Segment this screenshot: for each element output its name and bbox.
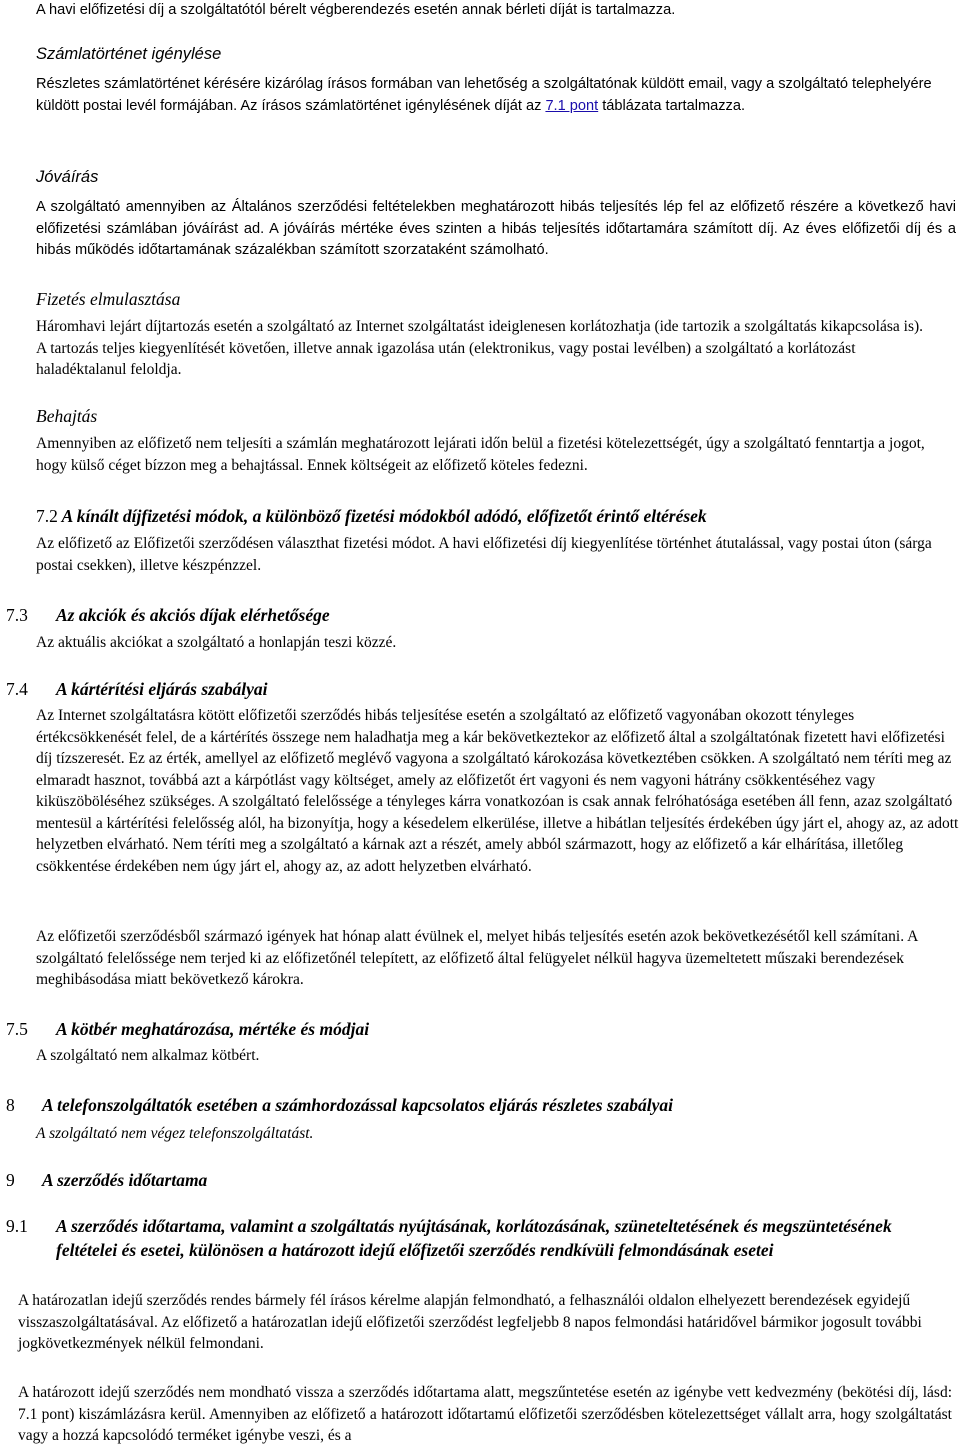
s7-5-paragraph: A szolgáltató nem alkalmaz kötbért.	[36, 1047, 260, 1064]
link-7-1-pont[interactable]: 7.1 pont	[545, 97, 599, 114]
s7-3-paragraph: Az aktuális akciókat a szolgáltató a honlapján teszi közzé.	[36, 634, 397, 651]
section-heading-fizetes-elmulasztasa: Fizetés elmulasztása	[36, 289, 181, 309]
section-heading-behajtas: Behajtás	[36, 406, 98, 426]
section-title: A szerződés időtartama	[42, 1170, 208, 1190]
section-number: 8	[6, 1095, 15, 1115]
section-number: 7.5	[6, 1019, 28, 1039]
section-heading-jovairas: Jóváírás	[36, 168, 99, 186]
section-number: 7.3	[6, 605, 28, 625]
section-heading-9	[6, 1168, 207, 1192]
section-title: A telefonszolgáltatók esetében a számhordozással kapcsolatos eljárás részletes szabályai	[42, 1095, 673, 1115]
section-number: 9.1	[6, 1216, 28, 1236]
section-heading-szamlatortenet: Számlatörténet igénylése	[36, 45, 222, 63]
section-title: Az akciók és akciós díjak elérhetősége	[56, 605, 330, 625]
section-heading-7-4	[6, 677, 267, 701]
section-title: A kötbér meghatározása, mértéke és módjai	[56, 1019, 370, 1039]
section-title: A kártérítési eljárás szabályai	[56, 679, 268, 699]
behajtas-paragraph: Amennyiben az előfizető nem teljesíti a számlán meghatározott lejárati időn belül a fizetési kötelezettségét, úgy a szolgáltató fenntartja a jogot, hogy külső céget bízzon meg a behajtással. Ennek költségeit az előfizető köteles fedezni.	[36, 435, 925, 474]
section-heading-7-2	[36, 504, 707, 528]
szamlatortenet-paragraph: Részletes számlatörténet kérésére kizárólag írásos formában van lehetőség a szolgáltatónak küldött email, vagy a szolgáltató telephelyére küldött postai levél formájában. Az írásos számlatörténet igénylésének díját az 7.1 pont táblázata tartalmazza.	[36, 76, 932, 114]
section-number: 7.2	[36, 506, 58, 526]
section-number: 7.4	[6, 679, 28, 699]
s7-4-paragraph-1: Az Internet szolgáltatásra kötött előfizetői szerződés hibás teljesítése esetén a szolgáltató az előfizető vagyonában okozott tényleges értékcsökkenését felel, de a kártérítés összege nem haladhatja meg a kár bekövetkeztekor az előfizető által a szolgáltatónak fizetett havi előfizetési díj tízszeresét. Ez az érték, amellyel az előfizető meglévő vagyona a szolgáltató károkozása következtében csökken. A szolgáltató nem téríti meg az elmaradt hasznot, továbbá azt a kárpótlást vagy költséget, amely az előfizetőt ért vagyoni és nem vagyoni hátrány csökkentéséhez vagy kiküszöböléséhez szükséges. A szolgáltató felelőssége a tényleges kárra vonatkozóan is csak annak felróhatósága esetében áll fenn, azaz szolgáltató mentesül a kártérítési felelősség alól, ha bizonyítja, hogy a késedelem elkerülése, illetve a hibátlan teljesítés érdekében úgy járt el, ahogy az, az adott helyzetben elvárható. Nem téríti meg a szolgáltató a kárnak azt a részét, amely abból származott, hogy az előfizető a kár elhárítása, illetőleg csökkentése érdekében nem úgy járt el, ahogy az, az adott helyzetben elvárható.	[36, 707, 959, 875]
s9-1-paragraph-2: A határozott idejű szerződés nem mondható vissza a szerződés időtartama alatt, megszűntetése esetén az igénybe vett kedvezmény (bekötési díj, lásd: 7.1 pont) kiszámlázásra kerül. Amennyiben az előfizető a határozott időtartamú előfizetői szerződésben kötelezettséget vállalt arra, hogy szolgáltatást vagy a hozzá kapcsolódó terméket igénybe veszi, és a	[18, 1384, 952, 1444]
fizetes-paragraph: Háromhavi lejárt díjtartozás esetén a szolgáltató az Internet szolgáltatást ideiglenesen korlátozhatja (ide tartozik a szolgáltatás kikapcsolása is). A tartozás teljes kiegyenlítését követően, illetve annak igazolása után (elektronikus, vagy postai levélben) a szolgáltató a korlátozást haladéktalanul feloldja.	[36, 318, 924, 378]
intro-paragraph: A havi előfizetési díj a szolgáltatótól bérelt végberendezés esetén annak bérleti díját is tartalmazza.	[36, 2, 676, 18]
section-title: A kínált díjfizetési módok, a különböző fizetési módokból adódó, előfizetőt érintő eltérések	[61, 506, 707, 526]
s8-paragraph: A szolgáltató nem végez telefonszolgáltatást.	[36, 1125, 314, 1142]
jovairas-paragraph: A szolgáltató amennyiben az Általános szerződési feltételekben meghatározott hibás teljesítés lép fel az előfizető részére a következő havi előfizetési számlában jóváírást ad. A jóváírás mértéke éves szinten a hibás teljesítés időtartamára számított díj. Az éves előfizetői díj és a hibás működés időtartamának százalékban számított szorzataként számolható.	[36, 199, 956, 258]
section-heading-7-3	[6, 603, 330, 627]
section-heading-8	[6, 1093, 673, 1117]
section-title: A szerződés időtartama, valamint a szolgáltatás nyújtásának, korlátozásának, szüneteltetésének és megszüntetésének feltételei és esetei, különösen a határozott idejű előfizetői szerződés rendkívüli felmondásának esetei	[56, 1216, 892, 1260]
section-heading-9-1	[6, 1214, 906, 1262]
section-number: 9	[6, 1170, 15, 1190]
section-heading-7-5	[6, 1017, 369, 1041]
s9-1-paragraph-1: A határozatlan idejű szerződés rendes bármely fél írásos kérelme alapján felmondható, a felhasználói oldalon elhelyezett berendezések egyidejű visszaszolgáltatásával. Az előfizető a határozatlan idejű előfizetői szerződést legfeljebb 8 napos felmondási határidővel bármikor jogosult további jogkövetkezmények nélkül felmondani.	[18, 1292, 922, 1352]
s7-4-paragraph-2: Az előfizetői szerződésből származó igények hat hónap alatt évülnek el, melyet hibás teljesítés esetén azok bekövetkezésétől kell számítani. A szolgáltató felelőssége nem terjed ki az előfizetőnél telepített, az előfizető által felügyelet nélkül hagyva üzemeltetett műszaki berendezések meghibásodása miatt bekövetkező károkra.	[36, 928, 918, 988]
s7-2-paragraph: Az előfizető az Előfizetői szerződésen választhat fizetési módot. A havi előfizetési díj kiegyenlítése történhet átutalással, vagy postai úton (sárga postai csekken), illetve készpénzzel.	[36, 535, 932, 574]
